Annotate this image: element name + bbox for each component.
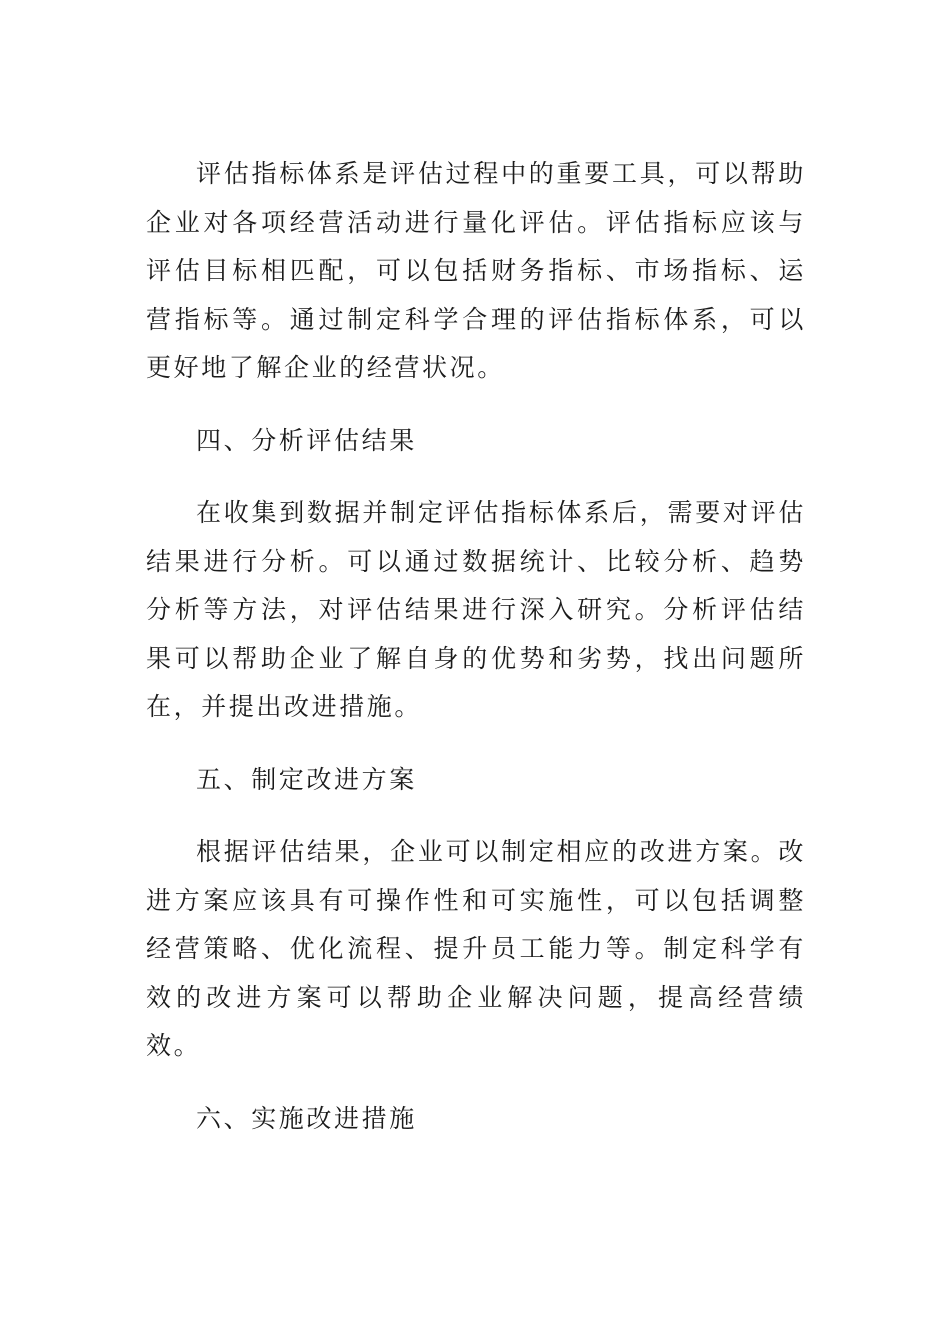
- paragraph-evaluation-indicators: 评估指标体系是评估过程中的重要工具，可以帮助企业对各项经营活动进行量化评估。评估指标应该与评估目标相匹配，可以包括财务指标、市场指标、运营指标等。通过制定科学合理的评估指标体系，可以更好地了解企业的经营状况。: [146, 159, 806, 382]
- section-heading-4: 四、分析评估结果: [196, 425, 417, 455]
- paragraph-improvement-plan: 根据评估结果，企业可以制定相应的改进方案。改进方案应该具有可操作性和可实施性，可以包括调整经营策略、优化流程、提升员工能力等。制定科学有效的改进方案可以帮助企业解决问题，提高经营绩效。: [146, 837, 806, 1060]
- section-heading-6: 六、实施改进措施: [196, 1103, 417, 1133]
- paragraph-analyze-results: 在收集到数据并制定评估指标体系后，需要对评估结果进行分析。可以通过数据统计、比较分析、趋势分析等方法，对评估结果进行深入研究。分析评估结果可以帮助企业了解自身的优势和劣势，找出问题所在，并提出改进措施。: [146, 498, 806, 721]
- section-heading-5: 五、制定改进方案: [196, 764, 417, 794]
- document-body: [146, 150, 806, 1167]
